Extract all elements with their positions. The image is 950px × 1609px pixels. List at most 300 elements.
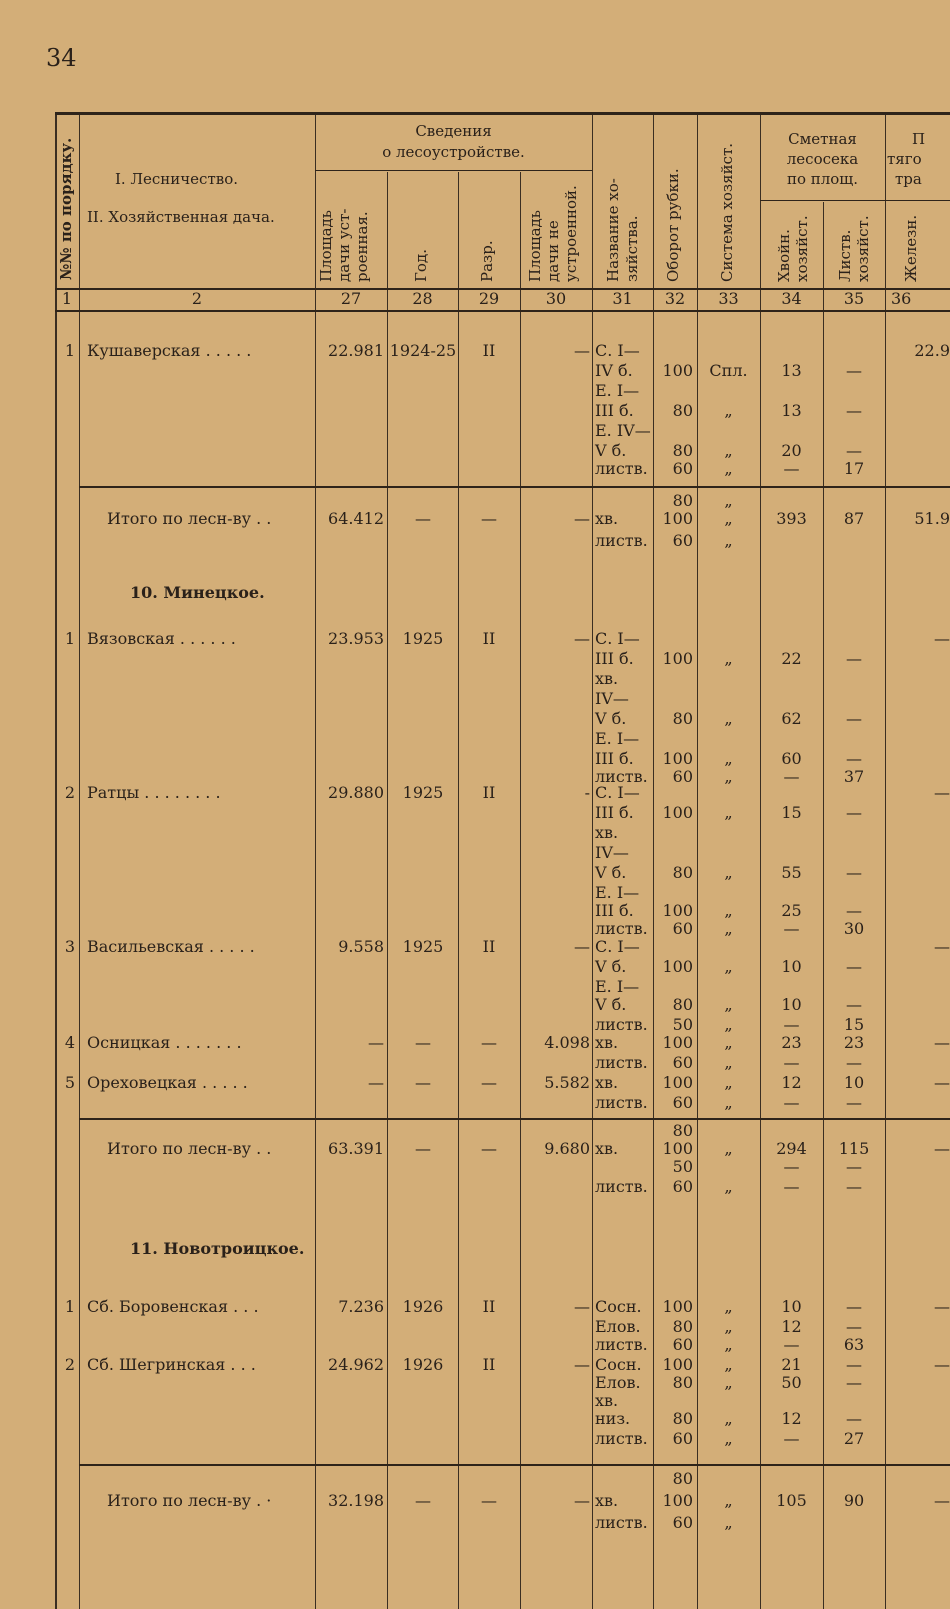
rule-total [79, 486, 950, 488]
cell-rot: 100 [662, 1491, 693, 1510]
header-partial-l3: тра [895, 170, 922, 188]
cell-farm: листв. [595, 1093, 648, 1112]
cell-farm: С. I— [595, 341, 640, 360]
cell-farm: V б. [595, 441, 627, 460]
cell-conif: — [783, 1335, 800, 1354]
cell-area: 29.880 [328, 783, 384, 802]
cell-name: Сб. Боровенская . . . [87, 1297, 259, 1316]
cell-rail: — [934, 1355, 950, 1374]
cell-year: — [415, 509, 431, 528]
cell-farm: Елов. [595, 1373, 641, 1392]
cell-conif: — [783, 919, 800, 938]
cell-sys: „ [724, 1491, 733, 1510]
cell-rot: 80 [672, 863, 693, 882]
cell-decid: — [846, 1093, 862, 1112]
cell-farm: IV— [595, 689, 629, 708]
cell-conif: 15 [781, 803, 802, 822]
cell-rot: 60 [672, 1429, 693, 1448]
col-border [885, 112, 886, 1609]
cell-rot: 50 [672, 1015, 693, 1034]
cell-year: — [415, 1139, 431, 1158]
cell-rot: 60 [672, 1093, 693, 1112]
cell-farm: V б. [595, 957, 627, 976]
cell-farm: Е. I— [595, 729, 640, 748]
cell-conif: — [783, 459, 800, 478]
cell-year: 1926 [402, 1297, 444, 1316]
cell-conif: 105 [776, 1491, 807, 1510]
cell-rail: — [934, 629, 950, 648]
header-order-no: №№ по порядку. [57, 137, 75, 280]
cell-sys: „ [724, 1409, 733, 1428]
cell-decid: — [846, 1177, 862, 1196]
cell-rot: 80 [672, 1409, 693, 1428]
cell-conif: 50 [781, 1373, 802, 1392]
cell-farm: IV— [595, 843, 629, 862]
cell-area: 32.198 [328, 1491, 384, 1510]
rule-subhead [315, 170, 592, 171]
cell-sys: „ [724, 1513, 733, 1532]
cell-rot: 60 [672, 1053, 693, 1072]
cell-farm: листв. [595, 919, 648, 938]
cell-farm: листв. [595, 1053, 648, 1072]
cell-area: 9.558 [338, 937, 384, 956]
cell-name: Итого по лесн-ву . · [107, 1491, 272, 1510]
cell-conif: 13 [781, 401, 802, 420]
cell-rot: 80 [672, 1373, 693, 1392]
cell-rail: — [934, 1139, 950, 1158]
cell-farm: хв. [595, 1033, 619, 1052]
cell-sys: „ [724, 957, 733, 976]
header-cutting-cycle: Оборот рубки. [664, 168, 682, 282]
col-number: 2 [191, 289, 203, 308]
cell-year: 1925 [402, 937, 444, 956]
cell-area: 64.412 [328, 509, 384, 528]
cell-farm: низ. [595, 1409, 631, 1428]
header-farm-name-l1: Название хо- [604, 178, 622, 282]
col-border [315, 112, 316, 1609]
rule-total [79, 1464, 950, 1466]
cell-name: Ратцы . . . . . . . . [87, 783, 221, 802]
cell-farm: хв. [595, 509, 619, 528]
header-partial-l2: тяго [887, 150, 922, 168]
cell-unsurv: - [584, 783, 590, 802]
cell-area: 63.391 [328, 1139, 384, 1158]
header-conifer-l1: Хвойн. [775, 229, 793, 282]
cell-farm: Елов. [595, 1317, 641, 1336]
header-survey-group-l2: о лесоустройстве. [382, 143, 525, 161]
forestry-table [55, 112, 950, 1609]
cell-conif: — [783, 1177, 800, 1196]
cell-cat: II [482, 1355, 496, 1374]
cell-conif: 60 [781, 749, 802, 768]
cell-farm: С. I— [595, 937, 640, 956]
col-number: 31 [612, 289, 633, 308]
cell-cat: II [482, 341, 496, 360]
cell-unsurv: — [574, 341, 590, 360]
cell-n: 1 [64, 629, 75, 648]
cell-decid: — [846, 749, 862, 768]
rule-top [55, 112, 950, 115]
cell-farm: листв. [595, 531, 648, 550]
cell-rot: 100 [662, 749, 693, 768]
cell-cat: — [481, 1073, 497, 1092]
cell-unsurv: — [574, 1355, 590, 1374]
cell-farm: листв. [595, 459, 648, 478]
cell-rot: 60 [672, 1513, 693, 1532]
cell-farm: III б. [595, 649, 634, 668]
header-area-surveyed-l1: Площадь [317, 210, 335, 282]
cell-farm: III б. [595, 749, 634, 768]
cell-decid: — [846, 441, 862, 460]
cell-conif: 294 [776, 1139, 807, 1158]
cell-conif: 12 [781, 1409, 802, 1428]
cell-unsurv: — [574, 1297, 590, 1316]
cell-decid: 63 [843, 1335, 865, 1354]
cell-decid: 15 [843, 1015, 865, 1034]
cell-year: — [415, 1073, 431, 1092]
cell-area: 24.962 [328, 1355, 384, 1374]
col-number: 32 [664, 289, 686, 308]
header-area-unsurveyed-l2: дачи не [544, 220, 562, 282]
cell-decid: — [846, 1157, 862, 1176]
cell-unsurv: — [574, 629, 590, 648]
cell-rot: 50 [672, 1157, 693, 1176]
cell-decid: — [846, 361, 862, 380]
cell-farm: V б. [595, 863, 627, 882]
cell-conif: 10 [781, 995, 802, 1014]
cell-rot: 80 [672, 1317, 693, 1336]
cell-sys: „ [724, 1297, 733, 1316]
cell-decid: 87 [843, 509, 865, 528]
cell-farm: хв. [595, 1139, 619, 1158]
cell-rail: — [934, 783, 950, 802]
cell-area: — [368, 1033, 384, 1052]
cell-name: Вязовская . . . . . . [87, 629, 236, 648]
header-area-unsurveyed-l3: устроенной. [562, 185, 580, 282]
cell-year: 1925 [402, 783, 444, 802]
cell-conif: — [783, 767, 800, 786]
header-railway: Железн. [902, 214, 920, 282]
col-number: 1 [61, 289, 73, 308]
cell-name: 11. Новотроицкое. [130, 1239, 305, 1258]
cell-n: 1 [64, 341, 75, 360]
cell-farm: С. I— [595, 629, 640, 648]
cell-farm: хв. [595, 1073, 619, 1092]
cell-n: 5 [64, 1073, 75, 1092]
cell-rot: 100 [662, 361, 693, 380]
cell-conif: 23 [781, 1033, 802, 1052]
cell-cat: II [482, 783, 496, 802]
cell-sys: „ [724, 649, 733, 668]
cell-sys: „ [724, 1317, 733, 1336]
header-survey-group-l1: Сведения [415, 122, 492, 140]
cell-cat: II [482, 937, 496, 956]
cell-conif: — [783, 1053, 800, 1072]
cell-decid: — [846, 1409, 862, 1428]
header-allotment-l2: лесосека [786, 150, 859, 168]
cell-decid: — [846, 649, 862, 668]
cell-sys: „ [724, 1073, 733, 1092]
cell-decid: 37 [843, 767, 865, 786]
cell-n: 2 [64, 783, 75, 802]
cell-area: 7.236 [338, 1297, 384, 1316]
cell-sys: „ [724, 531, 733, 550]
header-deciduous-l1: Листв. [836, 229, 854, 282]
col-number: 28 [412, 289, 433, 308]
cell-farm: III б. [595, 401, 634, 420]
col-number: 27 [340, 289, 362, 308]
cell-rail: — [934, 1073, 950, 1092]
cell-decid: — [846, 1053, 862, 1072]
cell-cat: — [481, 509, 497, 528]
cell-rail: 51.9 [914, 509, 950, 528]
cell-rot: 100 [662, 1139, 693, 1158]
cell-name: Осницкая . . . . . . . [87, 1033, 242, 1052]
cell-farm: Сосн. [595, 1297, 642, 1316]
cell-sys: „ [724, 749, 733, 768]
cell-rot: 100 [662, 1073, 693, 1092]
cell-name: Сб. Шегринская . . . [87, 1355, 256, 1374]
header-area-surveyed-l3: роенная. [353, 211, 371, 282]
cell-farm: IV б. [595, 361, 633, 380]
cell-name: Итого по лесн-ву . . [107, 509, 272, 528]
cell-sys: „ [724, 491, 733, 510]
cell-sys: „ [724, 995, 733, 1014]
cell-sys: „ [724, 1355, 733, 1374]
cell-farm: Е. I— [595, 381, 640, 400]
col-border [458, 172, 459, 1609]
header-allotment-l1: Сметная [788, 130, 857, 148]
col-border-left [55, 112, 57, 1609]
cell-area: 23.953 [328, 629, 384, 648]
cell-n: 4 [64, 1033, 75, 1052]
cell-rot: 80 [672, 709, 693, 728]
cell-farm: листв. [595, 1513, 648, 1532]
cell-n: 2 [64, 1355, 75, 1374]
cell-rail: — [934, 1491, 950, 1510]
cell-farm: С. I— [595, 783, 640, 802]
cell-rail: — [934, 1033, 950, 1052]
cell-decid: — [846, 803, 862, 822]
cell-rot: 60 [672, 1177, 693, 1196]
cell-decid: — [846, 709, 862, 728]
header-allotment-l3: по площ. [786, 170, 859, 188]
cell-farm: Е. IV— [595, 421, 651, 440]
header-year: Год. [412, 249, 430, 282]
cell-sys: „ [724, 767, 733, 786]
cell-farm: III б. [595, 803, 634, 822]
cell-farm: V б. [595, 709, 627, 728]
cell-area: 22.981 [328, 341, 384, 360]
cell-sys: „ [724, 1053, 733, 1072]
cell-cat: II [482, 1297, 496, 1316]
col-border [520, 172, 521, 1609]
header-category: Разр. [478, 240, 496, 282]
cell-sys: Спл. [709, 361, 748, 380]
cell-decid: — [846, 1317, 862, 1336]
cell-sys: „ [724, 709, 733, 728]
col-number: 35 [843, 289, 865, 308]
cell-rail: 22.9 [914, 341, 950, 360]
header-area-surveyed-l2: дачи уст- [335, 208, 353, 282]
rule-subhead [885, 200, 950, 201]
col-number: 34 [781, 289, 802, 308]
cell-farm: листв. [595, 1015, 648, 1034]
page-number: 34 [46, 44, 77, 72]
cell-farm: Е. I— [595, 977, 640, 996]
cell-cat: — [481, 1033, 497, 1052]
cell-rot: 60 [672, 459, 693, 478]
header-farm-dacha: II. Хозяйственная дача. [87, 208, 275, 226]
cell-unsurv: 4.098 [544, 1033, 590, 1052]
cell-rot: 100 [662, 803, 693, 822]
cell-decid: — [846, 1297, 862, 1316]
cell-conif: 21 [781, 1355, 802, 1374]
cell-conif: 22 [781, 649, 802, 668]
cell-rot: 100 [662, 957, 693, 976]
cell-rot: 100 [662, 901, 693, 920]
cell-decid: 17 [843, 459, 865, 478]
cell-name: 10. Минецкое. [130, 583, 265, 602]
cell-farm: хв. [595, 1491, 619, 1510]
cell-decid: 10 [843, 1073, 865, 1092]
cell-decid: — [846, 1355, 862, 1374]
cell-sys: „ [724, 919, 733, 938]
cell-conif: — [783, 1093, 800, 1112]
cell-rot: 60 [672, 767, 693, 786]
cell-rot: 60 [672, 1335, 693, 1354]
col-border [592, 112, 593, 1609]
cell-decid: 115 [838, 1139, 870, 1158]
cell-farm: хв. [595, 823, 619, 842]
cell-farm: Сосн. [595, 1355, 642, 1374]
cell-rot: 60 [672, 531, 693, 550]
cell-rail: — [934, 937, 950, 956]
cell-conif: 25 [781, 901, 802, 920]
cell-sys: „ [724, 1429, 733, 1448]
header-area-unsurveyed-l1: Площадь [526, 210, 544, 282]
cell-conif: 10 [781, 1297, 802, 1316]
cell-rot: 80 [672, 441, 693, 460]
cell-conif: 20 [781, 441, 802, 460]
cell-name: Кушаверская . . . . . [87, 341, 252, 360]
cell-farm: III б. [595, 901, 634, 920]
rule-subhead [760, 200, 885, 201]
cell-unsurv: 9.680 [544, 1139, 590, 1158]
col-border [387, 172, 388, 1609]
cell-year: — [415, 1033, 431, 1052]
cell-cat: — [481, 1491, 497, 1510]
cell-decid: — [846, 863, 862, 882]
cell-decid: 23 [843, 1033, 865, 1052]
cell-sys: „ [724, 1033, 733, 1052]
cell-name: Итого по лесн-ву . . [107, 1139, 272, 1158]
cell-decid: 90 [843, 1491, 865, 1510]
header-conifer-l2: хозяйст. [793, 215, 811, 282]
cell-area: — [368, 1073, 384, 1092]
cell-farm: листв. [595, 1177, 648, 1196]
cell-sys: „ [724, 459, 733, 478]
header-partial-l1: П [912, 130, 926, 148]
cell-unsurv: 5.582 [544, 1073, 590, 1092]
cell-cat: II [482, 629, 496, 648]
cell-rot: 100 [662, 1033, 693, 1052]
cell-farm: листв. [595, 1335, 648, 1354]
cell-farm: Е. I— [595, 883, 640, 902]
cell-rot: 80 [672, 1469, 693, 1488]
cell-decid: 30 [843, 919, 865, 938]
cell-rot: 80 [672, 995, 693, 1014]
cell-conif: — [783, 1015, 800, 1034]
cell-conif: 12 [781, 1073, 802, 1092]
cell-rail: — [934, 1297, 950, 1316]
cell-farm: V б. [595, 995, 627, 1014]
cell-n: 3 [64, 937, 75, 956]
cell-unsurv: — [574, 509, 590, 528]
col-number: 36 [891, 289, 912, 308]
cell-conif: 393 [776, 509, 807, 528]
cell-decid: — [846, 401, 862, 420]
cell-name: Ореховецкая . . . . . [87, 1073, 248, 1092]
cell-farm: листв. [595, 767, 648, 786]
cell-rot: 100 [662, 1297, 693, 1316]
cell-conif: 10 [781, 957, 802, 976]
col-number: 30 [545, 289, 567, 308]
cell-sys: „ [724, 1335, 733, 1354]
cell-conif: — [783, 1429, 800, 1448]
cell-decid: — [846, 901, 862, 920]
cell-rot: 100 [662, 1355, 693, 1374]
cell-sys: „ [724, 1373, 733, 1392]
col-border [79, 112, 80, 1609]
cell-decid: 27 [843, 1429, 865, 1448]
rule-numbers [55, 310, 950, 312]
cell-sys: „ [724, 1015, 733, 1034]
cell-rot: 80 [672, 401, 693, 420]
cell-sys: „ [724, 803, 733, 822]
cell-rot: 60 [672, 919, 693, 938]
cell-rot: 100 [662, 649, 693, 668]
cell-sys: „ [724, 1177, 733, 1196]
cell-sys: „ [724, 401, 733, 420]
cell-conif: — [783, 1157, 800, 1176]
header-deciduous-l2: хозяйст. [854, 215, 872, 282]
cell-sys: „ [724, 441, 733, 460]
cell-conif: 12 [781, 1317, 802, 1336]
header-farm-name-l2: зяйства. [623, 215, 641, 282]
col-number: 29 [478, 289, 500, 308]
cell-decid: — [846, 1373, 862, 1392]
cell-decid: — [846, 957, 862, 976]
col-number: 33 [718, 289, 739, 308]
cell-decid: — [846, 995, 862, 1014]
cell-sys: „ [724, 1093, 733, 1112]
header-farm-system: Система хозяйст. [718, 142, 736, 282]
cell-rot: 100 [662, 509, 693, 528]
cell-rot: 80 [672, 491, 693, 510]
cell-rot: 80 [672, 1121, 693, 1140]
cell-sys: „ [724, 509, 733, 528]
cell-cat: — [481, 1139, 497, 1158]
cell-name: Васильевская . . . . . [87, 937, 255, 956]
cell-farm: хв. [595, 669, 619, 688]
cell-unsurv: — [574, 1491, 590, 1510]
cell-n: 1 [64, 1297, 75, 1316]
cell-unsurv: — [574, 937, 590, 956]
cell-farm: хв. [595, 1391, 619, 1410]
cell-year: 1926 [402, 1355, 444, 1374]
cell-sys: „ [724, 1139, 733, 1158]
